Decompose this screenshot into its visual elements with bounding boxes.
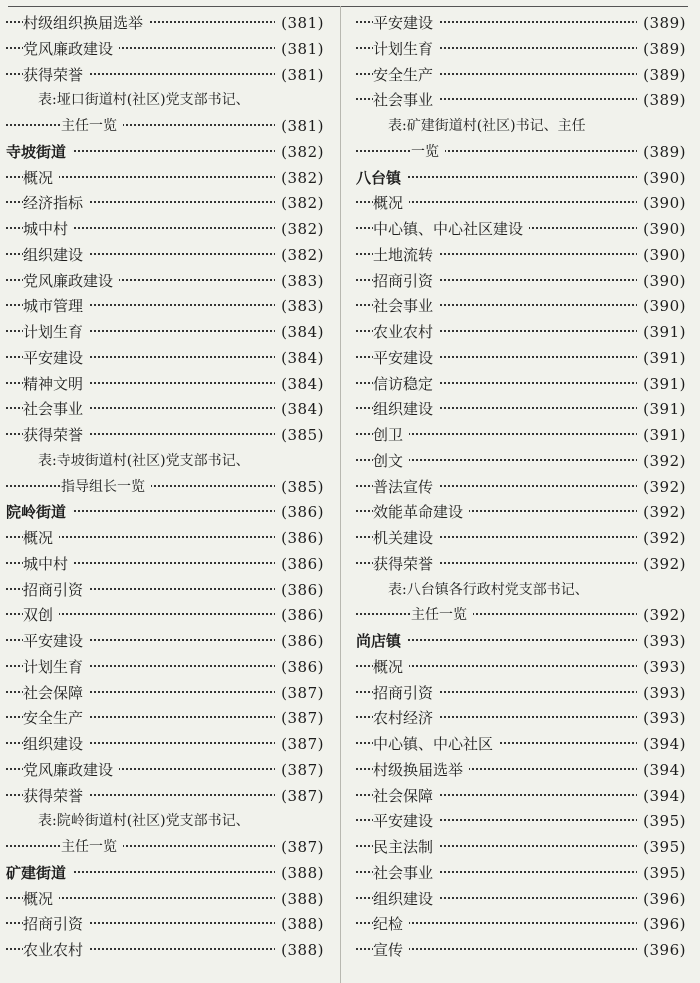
entry-title: 精神文明 — [23, 372, 89, 398]
toc-entry[interactable] — [356, 475, 686, 501]
entry-page-number: (382) — [275, 140, 324, 166]
entry-title: 主任一览 — [61, 114, 123, 140]
entry-title: 农业农村 — [373, 320, 439, 346]
entry-title: 计划生育 — [373, 37, 439, 63]
entry-page-number: (386) — [275, 526, 324, 552]
entry-title: 招商引资 — [373, 269, 439, 295]
entry-title: 民主法制 — [373, 835, 439, 861]
toc-entry[interactable] — [356, 397, 686, 423]
entry-page-number: (386) — [275, 500, 324, 526]
entry-page-number: (392) — [637, 552, 686, 578]
toc-entry[interactable] — [6, 655, 324, 681]
entry-page-number: (384) — [275, 372, 324, 398]
entry-page-number: (391) — [637, 346, 686, 372]
entry-title: 概况 — [373, 191, 409, 217]
entry-page-number: (392) — [637, 475, 686, 501]
entry-title: 表:矿建街道村(社区)书记、主任 — [388, 118, 586, 134]
entry-page-number: (396) — [637, 887, 686, 913]
toc-entry[interactable] — [6, 217, 324, 243]
entry-page-number: (391) — [637, 397, 686, 423]
entry-page-number: (389) — [637, 140, 686, 166]
entry-page-number: (392) — [637, 449, 686, 475]
toc-entry[interactable] — [356, 938, 686, 964]
toc-table-entry[interactable] — [6, 809, 324, 835]
entry-page-number: (389) — [637, 88, 686, 114]
toc-entry[interactable] — [6, 166, 324, 192]
toc-entry[interactable] — [356, 784, 686, 810]
toc-entry[interactable] — [356, 500, 686, 526]
toc-entry[interactable] — [6, 243, 324, 269]
entry-page-number: (393) — [637, 629, 686, 655]
entry-title: 平安建设 — [23, 629, 89, 655]
entry-page-number: (389) — [637, 37, 686, 63]
entry-page-number: (390) — [637, 166, 686, 192]
entry-page-number: (384) — [275, 346, 324, 372]
toc-entry[interactable] — [356, 11, 686, 37]
entry-title: 概况 — [23, 166, 59, 192]
toc-table-entry[interactable] — [356, 114, 686, 140]
toc-entry[interactable] — [6, 37, 324, 63]
entry-title: 概况 — [23, 526, 59, 552]
entry-title: 中心镇、中心社区 — [373, 732, 499, 758]
entry-title: 农村经济 — [373, 706, 439, 732]
entry-page-number: (390) — [637, 217, 686, 243]
toc-entry[interactable] — [356, 217, 686, 243]
toc-entry[interactable] — [6, 191, 324, 217]
toc-entry[interactable] — [356, 37, 686, 63]
toc-right-column — [356, 11, 686, 964]
toc-table-entry[interactable] — [356, 603, 686, 629]
entry-title: 获得荣誉 — [23, 423, 89, 449]
toc-section-entry[interactable] — [6, 500, 324, 526]
toc-entry[interactable] — [6, 11, 324, 37]
entry-title: 组织建设 — [373, 397, 439, 423]
entry-title: 平安建设 — [23, 346, 89, 372]
entry-page-number: (381) — [275, 37, 324, 63]
entry-page-number: (387) — [275, 681, 324, 707]
toc-entry[interactable] — [356, 449, 686, 475]
entry-page-number: (392) — [637, 500, 686, 526]
entry-page-number: (382) — [275, 243, 324, 269]
toc-entry[interactable] — [6, 269, 324, 295]
entry-page-number: (395) — [637, 861, 686, 887]
entry-title: 组织建设 — [373, 887, 439, 913]
entry-page-number: (390) — [637, 243, 686, 269]
entry-title: 概况 — [373, 655, 409, 681]
entry-title: 中心镇、中心社区建设 — [373, 217, 529, 243]
entry-page-number: (394) — [637, 758, 686, 784]
entry-page-number: (385) — [275, 423, 324, 449]
entry-page-number: (393) — [637, 655, 686, 681]
toc-entry[interactable] — [6, 63, 324, 89]
entry-title: 社会事业 — [373, 294, 439, 320]
toc-entry[interactable] — [356, 372, 686, 398]
toc-entry[interactable] — [356, 655, 686, 681]
entry-title: 城中村 — [23, 552, 74, 578]
toc-entry[interactable] — [6, 552, 324, 578]
entry-title: 表:八台镇各行政村党支部书记、 — [388, 581, 589, 598]
toc-entry[interactable] — [356, 706, 686, 732]
entry-title: 效能革命建设 — [373, 500, 469, 526]
entry-page-number: (391) — [637, 423, 686, 449]
entry-page-number: (391) — [637, 372, 686, 398]
toc-entry[interactable] — [356, 88, 686, 114]
entry-page-number: (388) — [275, 887, 324, 913]
toc-entry[interactable] — [356, 320, 686, 346]
toc-table-entry[interactable] — [6, 449, 324, 475]
entry-title: 获得荣誉 — [23, 784, 89, 810]
toc-entry[interactable] — [6, 578, 324, 604]
toc-entry[interactable] — [356, 346, 686, 372]
entry-page-number: (387) — [275, 706, 324, 732]
entry-title: 党风廉政建设 — [23, 37, 119, 63]
entry-title: 计划生育 — [23, 320, 89, 346]
toc-entry[interactable] — [356, 63, 686, 89]
toc-entry[interactable] — [356, 552, 686, 578]
toc-entry[interactable] — [6, 706, 324, 732]
entry-page-number: (396) — [637, 912, 686, 938]
toc-entry[interactable] — [6, 629, 324, 655]
toc-entry[interactable] — [6, 912, 324, 938]
entry-page-number: (395) — [637, 809, 686, 835]
entry-title: 院岭街道 — [6, 500, 72, 526]
entry-title: 社会事业 — [373, 88, 439, 114]
entry-page-number: (389) — [637, 11, 686, 37]
entry-page-number: (386) — [275, 603, 324, 629]
entry-title: 获得荣誉 — [23, 63, 89, 89]
entry-page-number: (387) — [275, 732, 324, 758]
entry-title: 八台镇 — [356, 166, 407, 192]
entry-page-number: (390) — [637, 191, 686, 217]
entry-title: 村级换届选举 — [373, 758, 469, 784]
entry-title: 机关建设 — [373, 526, 439, 552]
toc-entry[interactable] — [6, 603, 324, 629]
entry-title: 社会事业 — [373, 861, 439, 887]
entry-title: 获得荣誉 — [373, 552, 439, 578]
entry-title: 城中村 — [23, 217, 74, 243]
entry-title: 表:院岭街道村(社区)党支部书记、 — [38, 813, 250, 830]
toc-table-entry[interactable] — [6, 835, 324, 861]
entry-title: 农业农村 — [23, 938, 89, 964]
entry-title: 宣传 — [373, 938, 409, 964]
entry-page-number: (393) — [637, 681, 686, 707]
toc-entry[interactable] — [356, 758, 686, 784]
entry-title: 社会保障 — [23, 681, 89, 707]
toc-entry[interactable] — [6, 372, 324, 398]
entry-title: 党风廉政建设 — [23, 269, 119, 295]
toc-entry[interactable] — [6, 681, 324, 707]
toc-left-column — [6, 11, 324, 964]
entry-title: 平安建设 — [373, 346, 439, 372]
toc-entry[interactable] — [6, 294, 324, 320]
entry-title: 信访稳定 — [373, 372, 439, 398]
entry-page-number: (383) — [275, 269, 324, 295]
entry-title: 概况 — [23, 887, 59, 913]
entry-page-number: (386) — [275, 629, 324, 655]
entry-title: 矿建街道 — [6, 861, 72, 887]
entry-title: 安全生产 — [23, 706, 89, 732]
toc-entry[interactable] — [356, 294, 686, 320]
toc-entry[interactable] — [6, 758, 324, 784]
toc-entry[interactable] — [6, 784, 324, 810]
entry-page-number: (388) — [275, 861, 324, 887]
entry-title: 尚店镇 — [356, 629, 407, 655]
entry-title: 双创 — [23, 603, 59, 629]
toc-entry[interactable] — [356, 809, 686, 835]
entry-title: 招商引资 — [23, 912, 89, 938]
entry-page-number: (391) — [637, 320, 686, 346]
entry-title: 主任一览 — [61, 835, 123, 861]
toc-table-entry[interactable] — [6, 475, 324, 501]
toc-section-entry[interactable] — [356, 166, 686, 192]
entry-title: 表:垭口街道村(社区)党支部书记、 — [38, 92, 250, 109]
toc-entry[interactable] — [356, 912, 686, 938]
entry-page-number: (386) — [275, 552, 324, 578]
entry-page-number: (392) — [637, 603, 686, 629]
toc-entry[interactable] — [6, 346, 324, 372]
toc-entry[interactable] — [356, 423, 686, 449]
entry-page-number: (381) — [275, 11, 324, 37]
entry-title: 平安建设 — [373, 809, 439, 835]
entry-page-number: (394) — [637, 784, 686, 810]
toc-entry[interactable] — [356, 526, 686, 552]
entry-title: 土地流转 — [373, 243, 439, 269]
entry-page-number: (382) — [275, 166, 324, 192]
entry-title: 主任一览 — [411, 603, 473, 629]
top-rule — [8, 6, 688, 7]
toc-entry[interactable] — [356, 243, 686, 269]
entry-page-number: (382) — [275, 191, 324, 217]
entry-page-number: (386) — [275, 578, 324, 604]
entry-page-number: (390) — [637, 294, 686, 320]
toc-entry[interactable] — [356, 835, 686, 861]
column-divider — [340, 6, 341, 983]
entry-title: 招商引资 — [23, 578, 89, 604]
entry-page-number: (390) — [637, 269, 686, 295]
toc-entry[interactable] — [6, 397, 324, 423]
toc-entry[interactable] — [356, 861, 686, 887]
entry-page-number: (387) — [275, 835, 324, 861]
toc-entry[interactable] — [6, 320, 324, 346]
entry-page-number: (388) — [275, 938, 324, 964]
toc-entry[interactable] — [6, 732, 324, 758]
entry-page-number: (383) — [275, 294, 324, 320]
entry-page-number: (393) — [637, 706, 686, 732]
toc-table-entry[interactable] — [356, 578, 686, 604]
toc-entry[interactable] — [356, 269, 686, 295]
toc-entry[interactable] — [356, 887, 686, 913]
toc-table-entry[interactable] — [6, 114, 324, 140]
entry-title: 计划生育 — [23, 655, 89, 681]
entry-page-number: (388) — [275, 912, 324, 938]
entry-page-number: (387) — [275, 784, 324, 810]
entry-title: 一览 — [411, 140, 445, 166]
entry-page-number: (389) — [637, 63, 686, 89]
toc-entry[interactable] — [6, 938, 324, 964]
entry-title: 村级组织换届选举 — [23, 11, 149, 37]
entry-page-number: (381) — [275, 63, 324, 89]
entry-title: 社会保障 — [373, 784, 439, 810]
entry-title: 平安建设 — [373, 11, 439, 37]
entry-title: 经济指标 — [23, 191, 89, 217]
entry-page-number: (394) — [637, 732, 686, 758]
toc-section-entry[interactable] — [6, 861, 324, 887]
toc-table-entry[interactable] — [356, 140, 686, 166]
toc-entry[interactable] — [6, 423, 324, 449]
entry-title: 创卫 — [373, 423, 409, 449]
entry-page-number: (396) — [637, 938, 686, 964]
entry-page-number: (387) — [275, 758, 324, 784]
entry-page-number: (381) — [275, 114, 324, 140]
entry-page-number: (385) — [275, 475, 324, 501]
entry-title: 城市管理 — [23, 294, 89, 320]
toc-entry[interactable] — [6, 887, 324, 913]
entry-title: 寺坡街道 — [6, 140, 72, 166]
entry-title: 表:寺坡街道村(社区)党支部书记、 — [38, 452, 250, 469]
entry-page-number: (392) — [637, 526, 686, 552]
entry-page-number: (382) — [275, 217, 324, 243]
entry-page-number: (395) — [637, 835, 686, 861]
toc-section-entry[interactable] — [356, 629, 686, 655]
toc-entry[interactable] — [6, 526, 324, 552]
toc-section-entry[interactable] — [6, 140, 324, 166]
entry-page-number: (384) — [275, 397, 324, 423]
toc-table-entry[interactable] — [6, 88, 324, 114]
toc-entry[interactable] — [356, 681, 686, 707]
entry-title: 社会事业 — [23, 397, 89, 423]
entry-page-number: (386) — [275, 655, 324, 681]
entry-title: 普法宣传 — [373, 475, 439, 501]
entry-page-number: (384) — [275, 320, 324, 346]
entry-title: 组织建设 — [23, 732, 89, 758]
entry-title: 组织建设 — [23, 243, 89, 269]
entry-title: 安全生产 — [373, 63, 439, 89]
entry-title: 招商引资 — [373, 681, 439, 707]
toc-entry[interactable] — [356, 191, 686, 217]
entry-title: 党风廉政建设 — [23, 758, 119, 784]
toc-entry[interactable] — [356, 732, 686, 758]
entry-title: 指导组长一览 — [61, 475, 151, 501]
entry-title: 创文 — [373, 449, 409, 475]
entry-title: 纪检 — [373, 912, 409, 938]
